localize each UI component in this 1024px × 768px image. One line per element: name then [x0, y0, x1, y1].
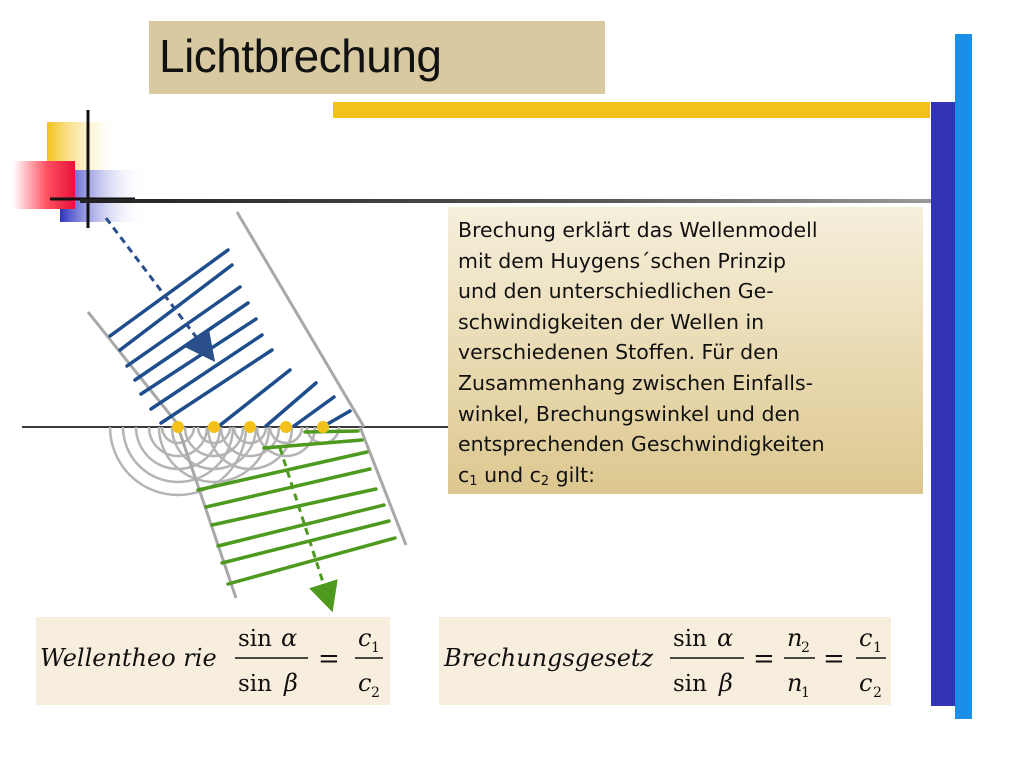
incident-wavefront [294, 397, 334, 426]
explanation-line: Brechung erklärt das Wellenmodell [458, 218, 818, 242]
subscript-1: 1 [801, 685, 810, 701]
c-symbol: c [358, 669, 372, 697]
n-symbol: n [787, 669, 803, 697]
explanation-line: entsprechenden Geschwindigkeiten [458, 432, 825, 457]
sin-text: sin [238, 671, 272, 697]
c-symbol: c [859, 624, 873, 652]
huygens-source-dot [280, 421, 292, 433]
c-symbol: c [458, 462, 470, 487]
explanation-line: mit dem Huygens´schen Prinzip [458, 248, 787, 273]
huygens-source-dot [244, 421, 256, 433]
incident-wavefront [127, 287, 240, 366]
c-symbol: c [529, 462, 541, 487]
huygens-source-dot [317, 421, 329, 433]
wave-theory-formula [36, 617, 390, 705]
explanation-last-line [458, 460, 918, 491]
formula-label: Brechungsgesetz [444, 644, 654, 672]
sin-text: sin [673, 626, 707, 652]
subscript-1: 1 [371, 640, 380, 656]
subscript-2: 2 [371, 685, 380, 701]
explanation-text [458, 215, 918, 490]
explanation-line: und den unterschiedlichen Ge- [458, 279, 774, 304]
explanation-line: Zusammenhang zwischen Einfalls- [458, 370, 814, 395]
subscript-2: 2 [801, 640, 810, 656]
subscript-1: 1 [873, 640, 882, 656]
sin-text: sin [238, 626, 272, 652]
incident-wavefront [110, 250, 228, 336]
explanation-box [448, 207, 923, 494]
c-symbol: c [859, 669, 873, 697]
incident-wavefront [266, 383, 316, 426]
huygens-source-dot [172, 421, 184, 433]
sin-text: sin [673, 671, 707, 697]
incident-wavefront [141, 319, 256, 394]
explanation-line: verschiedenen Stoffen. Für den [458, 340, 779, 365]
huygens-wavelet [123, 427, 233, 482]
beta-symbol: β [284, 669, 298, 697]
navy-accent-bar [931, 102, 955, 706]
incident-wavefront [151, 335, 262, 409]
alpha-symbol: α [281, 624, 298, 652]
cyan-accent-bar [955, 34, 972, 719]
subscript-2: 2 [873, 685, 882, 701]
formula-label: Wellentheo rie [40, 644, 217, 672]
beta-symbol: β [719, 669, 733, 697]
refracted-wavefront [222, 521, 389, 563]
subscript-1: 1 [469, 473, 478, 489]
diagram-content [22, 212, 460, 598]
refraction-diagram [0, 0, 460, 620]
incident-wavefront [120, 265, 232, 350]
refracted-wavefront [305, 431, 358, 432]
refraction-law-formula [439, 617, 891, 705]
incident-ray-arrow [106, 218, 206, 350]
explanation-line: winkel, Brechungswinkel und den [458, 401, 801, 426]
huygens-source-dot [208, 421, 220, 433]
subscript-2: 2 [540, 473, 550, 489]
explanation-line: schwindigkeiten der Wellen in [458, 309, 765, 334]
incident-wavefront [161, 350, 272, 423]
incident-wavefront [135, 303, 248, 380]
huygens-wavelet [159, 427, 269, 482]
gilt-text: gilt: [549, 462, 596, 487]
n-symbol: n [787, 624, 803, 652]
equals-sign: = [318, 644, 340, 674]
equals-sign: = [753, 644, 775, 674]
und-text: und [477, 462, 530, 487]
incident-beam-edge [88, 312, 180, 427]
slide-title: Lichtbrechung [159, 30, 442, 82]
alpha-symbol: α [717, 624, 734, 652]
c-symbol: c [358, 624, 372, 652]
equals-sign: = [823, 644, 845, 674]
